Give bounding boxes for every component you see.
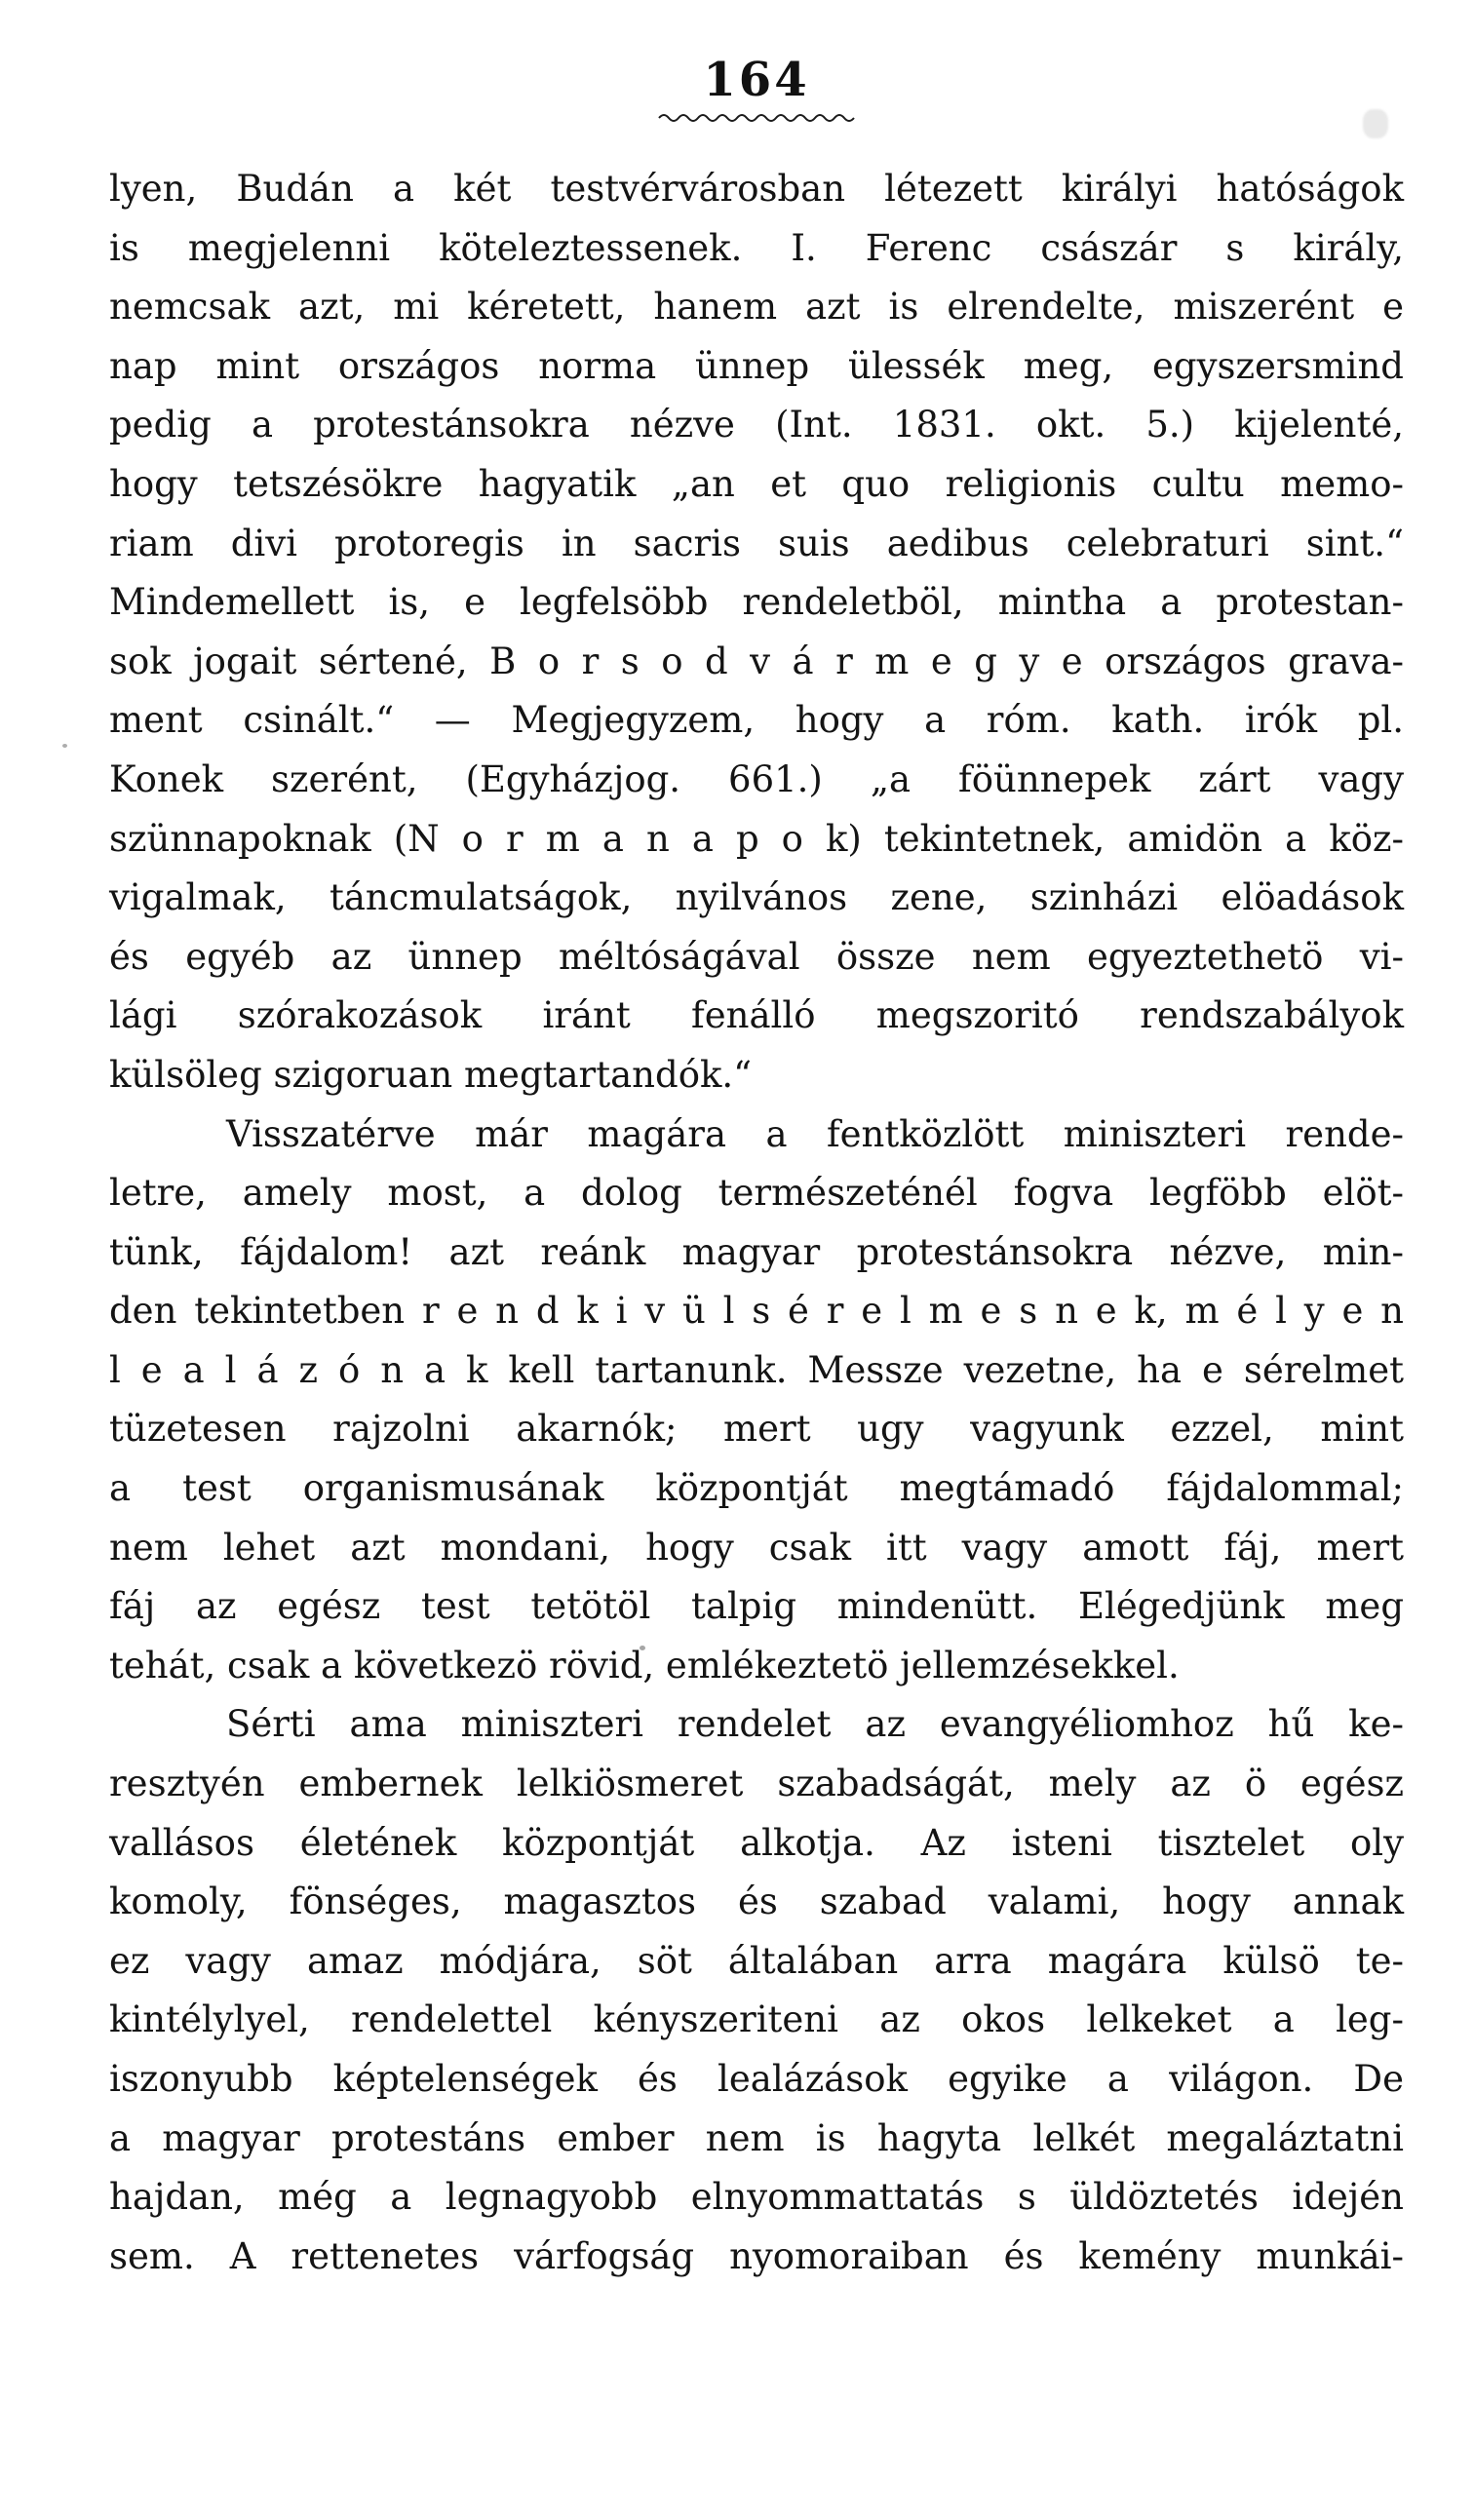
text-line: ment csinált.“ — Megjegyzem, hogy a róm. kath. irók pl.: [109, 699, 1404, 742]
paragraph: [109, 1105, 1404, 1696]
text-line: tehát, csak a következö rövid, emlékeztetö jellemzésekkel.: [109, 1644, 1180, 1686]
text-block: [109, 160, 1404, 2286]
text-line: fáj az egész test tetötöl talpig mindenütt. Elégedjünk meg: [109, 1585, 1404, 1628]
text-line: kintélylyel, rendelettel kényszeriteni az okos lelkeket a leg-: [109, 1998, 1404, 2041]
text-line: pedig a protestánsokra nézve (Int. 1831. okt. 5.) kijelenté,: [109, 404, 1404, 446]
text-line: resztyén embernek lelkiösmeret szabadságát, mely az ö egész: [109, 1763, 1404, 1805]
text-line: lági szórakozások iránt fenálló megszoritó rendszabályok: [109, 994, 1404, 1037]
text-line: is megjelenni köteleztessenek. I. Ferenc császár s király,: [109, 226, 1404, 269]
text-line: hogy tetszésökre hagyatik „an et quo religionis cultu memo-: [109, 462, 1404, 505]
text-line: hajdan, még a legnagyobb elnyommattatás s üldöztetés idején: [109, 2176, 1404, 2219]
text-line: den tekintetben r e n d k i v ü l s é r e l m e s n e k, m é l y e n: [109, 1290, 1404, 1333]
text-line: vigalmak, táncmulatságok, nyilvános zene, szinházi elöadások: [109, 876, 1404, 919]
text-line: Mindemellett is, e legfelsöbb rendeletböl, mintha a protestan-: [109, 581, 1404, 624]
wavy-rule-icon: [657, 111, 856, 123]
text-line: nemcsak azt, mi kéretett, hanem azt is elrendelte, miszerént e: [109, 286, 1404, 329]
text-line: a test organismusának központját megtámadó fájdalommal;: [109, 1467, 1404, 1510]
text-line: iszonyubb képtelenségek és lealázások egyike a világon. De: [109, 2058, 1404, 2100]
text-line: Sérti ama miniszteri rendelet az evangyéliomhoz hű ke-: [226, 1703, 1404, 1746]
text-line: lyen, Budán a két testvérvárosban létezett királyi hatóságok: [109, 168, 1404, 210]
text-line: a magyar protestáns ember nem is hagyta lelkét megaláztatni: [109, 2116, 1404, 2159]
text-line: külsöleg szigoruan megtartandók.“: [109, 1053, 753, 1096]
page-header: [109, 53, 1404, 123]
text-line: szünnapoknak (N o r m a n a p o k) tekintetnek, amidön a köz-: [109, 817, 1404, 860]
text-line: és egyéb az ünnep méltóságával össze nem egyeztethetö vi-: [109, 935, 1404, 978]
text-line: tünk, fájdalom! azt reánk magyar protestánsokra nézve, min-: [109, 1230, 1404, 1273]
text-line: komoly, fönséges, magasztos és szabad valami, hogy annak: [109, 1880, 1404, 1923]
text-line: sok jogait sértené, B o r s o d v á r m e g y e országos grava-: [109, 640, 1404, 682]
text-line: nap mint országos norma ünnep ülessék meg, egyszersmind: [109, 344, 1404, 387]
text-line: Konek szerént, (Egyházjog. 661.) „a föünnepek zárt vagy: [109, 757, 1404, 800]
text-line: Visszatérve már magára a fentközlött miniszteri rende-: [226, 1112, 1404, 1155]
scan-speck: [62, 744, 67, 748]
page-number: 164: [703, 53, 810, 107]
text-line: tüzetesen rajzolni akarnók; mert ugy vagyunk ezzel, mint: [109, 1408, 1404, 1451]
text-line: sem. A rettenetes várfogság nyomoraiban és kemény munkái-: [109, 2234, 1404, 2277]
text-line: nem lehet azt mondani, hogy csak itt vagy amott fáj, mert: [109, 1526, 1404, 1569]
text-line: l e a l á z ó n a k kell tartanunk. Messze vezetne, ha e sérelmet: [109, 1348, 1404, 1391]
text-line: riam divi protoregis in sacris suis aedibus celebraturi sint.“: [109, 522, 1404, 564]
paragraph: [109, 1695, 1404, 2286]
text-line: ez vagy amaz módjára, söt általában arra magára külsö te-: [109, 1939, 1404, 1982]
text-line: vallásos életének központját alkotja. Az isteni tisztelet oly: [109, 1821, 1404, 1864]
paragraph: [109, 160, 1404, 1105]
text-line: letre, amely most, a dolog természeténél fogva legföbb elöt-: [109, 1172, 1404, 1215]
